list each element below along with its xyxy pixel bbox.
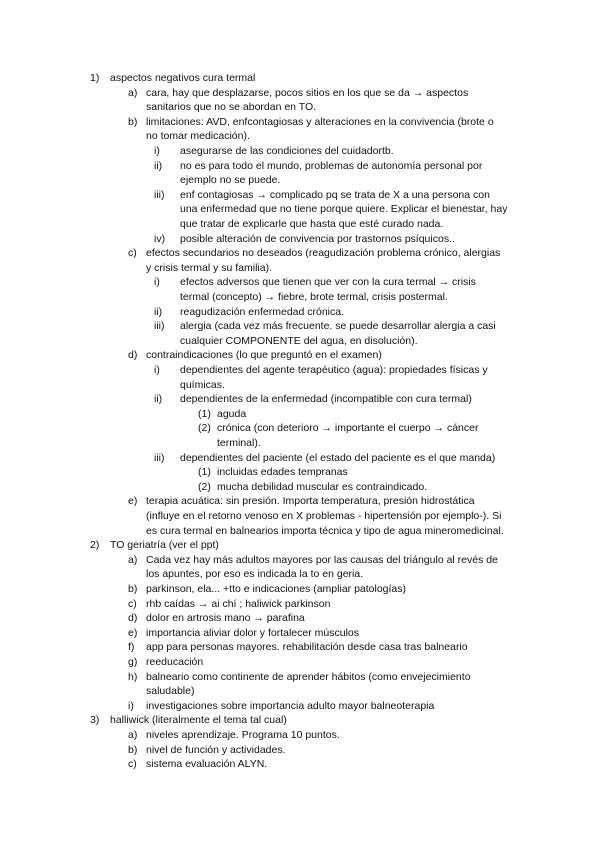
sub-item-text: que tratar de explicarle que hasta que esté curado nada. bbox=[180, 218, 444, 230]
sub-item-marker: ii) bbox=[154, 159, 163, 172]
sub-point-text: incluidas edades tempranas bbox=[217, 466, 348, 479]
sub-item-text: una enfermedad que no tiene porque quiere. Explicar el bienestar, hay bbox=[180, 203, 508, 216]
list-item-marker: i) bbox=[128, 699, 134, 712]
list-item-text: sanitarios que no se abordan en TO. bbox=[146, 101, 317, 114]
sub-item-text: termal (concepto) → fiebre, brote termal, crisis postermal. bbox=[180, 291, 448, 303]
sub-item-text: dependientes del agente terapéutico (agua): propiedades físicas y bbox=[180, 364, 488, 376]
list-item-text: cara, hay que desplazarse, pocos sitios en los que se da → aspectos bbox=[146, 86, 469, 99]
list-item-text: efectos secundarios no deseados (reagudización problema crónico, alergias bbox=[146, 247, 501, 260]
section-heading-marker: 1) bbox=[90, 72, 100, 84]
sub-item-marker: i) bbox=[154, 364, 160, 376]
list-item-text: limitaciones: AVD, enfcontagiosas y alteraciones en la convivencia (brote o bbox=[146, 115, 494, 128]
list-item-marker: f) bbox=[128, 641, 135, 654]
list-item-text: saludable) bbox=[146, 685, 195, 698]
list-item-text: app para personas mayores. rehabilitación desde casa tras balneario bbox=[146, 641, 468, 654]
list-item-text: importancia aliviar dolor y fortalecer músculos bbox=[146, 626, 359, 639]
list-item-text: no tomar medicación). bbox=[146, 130, 250, 143]
list-item-text: terapia acuática: sin presión. Importa temperatura, presión hidrostática bbox=[146, 495, 475, 508]
list-item-text: es cura termal en balnearios importa técnica y tipo de agua mineromedicinal. bbox=[146, 524, 504, 537]
sub-item-text: reagudización enfermedad crónica. bbox=[180, 305, 345, 318]
list-item-marker: g) bbox=[128, 656, 138, 668]
list-item-marker: b) bbox=[128, 743, 138, 756]
list-item-marker: a) bbox=[128, 729, 138, 741]
sub-item-marker: ii) bbox=[154, 305, 163, 318]
list-item-marker: c) bbox=[128, 247, 137, 260]
sub-item-text: dependientes del paciente (el estado del paciente es el que manda) bbox=[180, 451, 496, 464]
sub-item-text: cualquier COMPONENTE del agua, en disolución). bbox=[180, 334, 418, 347]
sub-item-text: no es para todo el mundo, problemas de autonomía personal por bbox=[180, 159, 483, 172]
list-item-text: parkinson, ela... +tto e indicaciones (ampliar patologías) bbox=[146, 583, 407, 595]
section-heading-marker: 3) bbox=[90, 714, 100, 727]
sub-point-marker: (1) bbox=[198, 466, 211, 479]
list-item-text: (influye en el retorno venoso en X problemas - hipertensión por ejemplo-). Si bbox=[146, 510, 502, 522]
list-item-marker: a) bbox=[128, 553, 138, 566]
sub-item-text: efectos adversos que tienen que ver con la cura termal → crisis bbox=[180, 276, 476, 289]
section-heading-text: aspectos negativos cura termal bbox=[110, 72, 256, 84]
sub-point-text: mucha debilidad muscular es contraindicado. bbox=[217, 480, 428, 493]
list-item-text: nivel de función y actividades. bbox=[146, 743, 286, 756]
sub-item-text: dependientes de la enfermedad (incompatible con cura termal) bbox=[180, 393, 472, 406]
list-item-text: reeducación bbox=[146, 656, 204, 668]
sub-item-marker: iii) bbox=[154, 188, 165, 201]
sub-item-text: ejemplo no se puede. bbox=[180, 174, 281, 187]
list-item-text: los apuntes, por eso es indicada la to en geria. bbox=[146, 568, 364, 581]
sub-item-text: posible alteración de convivencia por trastornos psíquicos.. bbox=[180, 232, 455, 245]
sub-point-marker: (1) bbox=[198, 407, 211, 420]
sub-item-marker: iv) bbox=[154, 232, 166, 245]
sub-item-text: asegurarse de las condiciones del cuidadortb. bbox=[180, 145, 394, 157]
list-item-text: sistema evaluación ALYN. bbox=[146, 758, 268, 771]
sub-point-text: terminal). bbox=[217, 437, 261, 449]
list-item-marker: b) bbox=[128, 583, 138, 595]
sub-item-marker: iii) bbox=[154, 320, 165, 333]
sub-item-marker: ii) bbox=[154, 393, 163, 406]
list-item-marker: c) bbox=[128, 758, 137, 771]
section-heading-text: TO geriatría (ver el ppt) bbox=[110, 539, 219, 552]
list-item-text: balneario como continente de aprender hábitos (como envejecimiento bbox=[146, 670, 471, 683]
sub-item-text: químicas. bbox=[180, 378, 225, 391]
sub-item-text: enf contagiosas → complicado pq se trata de X a una persona con bbox=[180, 188, 490, 201]
list-item-text: investigaciones sobre importancia adulto mayor balneoterapia bbox=[146, 699, 435, 712]
list-item-text: rhb caídas → ai chí ; haliwick parkinson bbox=[146, 597, 331, 610]
list-item-text: niveles aprendizaje. Programa 10 puntos. bbox=[146, 729, 340, 741]
list-item-marker: a) bbox=[128, 86, 138, 99]
list-item-text: Cada vez hay más adultos mayores por las causas del triángulo al revés de bbox=[146, 553, 498, 566]
sub-item-marker: i) bbox=[154, 145, 160, 157]
section-heading-marker: 2) bbox=[90, 539, 100, 552]
section-heading-text: halliwick (literalmente el tema tal cual) bbox=[110, 714, 287, 727]
sub-item-marker: i) bbox=[154, 276, 160, 289]
sub-item-text: alergia (cada vez más frecuente. se puede desarrollar alergia a casi bbox=[180, 320, 496, 333]
list-item-marker: e) bbox=[128, 626, 138, 639]
list-item-marker: h) bbox=[128, 670, 138, 683]
list-item-marker: d) bbox=[128, 612, 138, 625]
sub-point-text: crónica (con deterioro → importante el cuerpo → cáncer bbox=[217, 422, 479, 435]
list-item-text: dolor en artrosis mano → parafina bbox=[146, 612, 305, 625]
list-item-text: contraindicaciones (lo que preguntó en el examen) bbox=[146, 349, 382, 362]
sub-item-marker: iii) bbox=[154, 451, 165, 464]
sub-point-text: aguda bbox=[217, 407, 247, 420]
list-item-marker: e) bbox=[128, 495, 138, 508]
sub-point-marker: (2) bbox=[198, 422, 211, 435]
list-item-marker: b) bbox=[128, 115, 138, 128]
list-item-marker: c) bbox=[128, 597, 137, 610]
list-item-text: y crisis termal y su familia). bbox=[146, 261, 273, 274]
sub-point-marker: (2) bbox=[198, 480, 211, 493]
list-item-marker: d) bbox=[128, 349, 138, 362]
